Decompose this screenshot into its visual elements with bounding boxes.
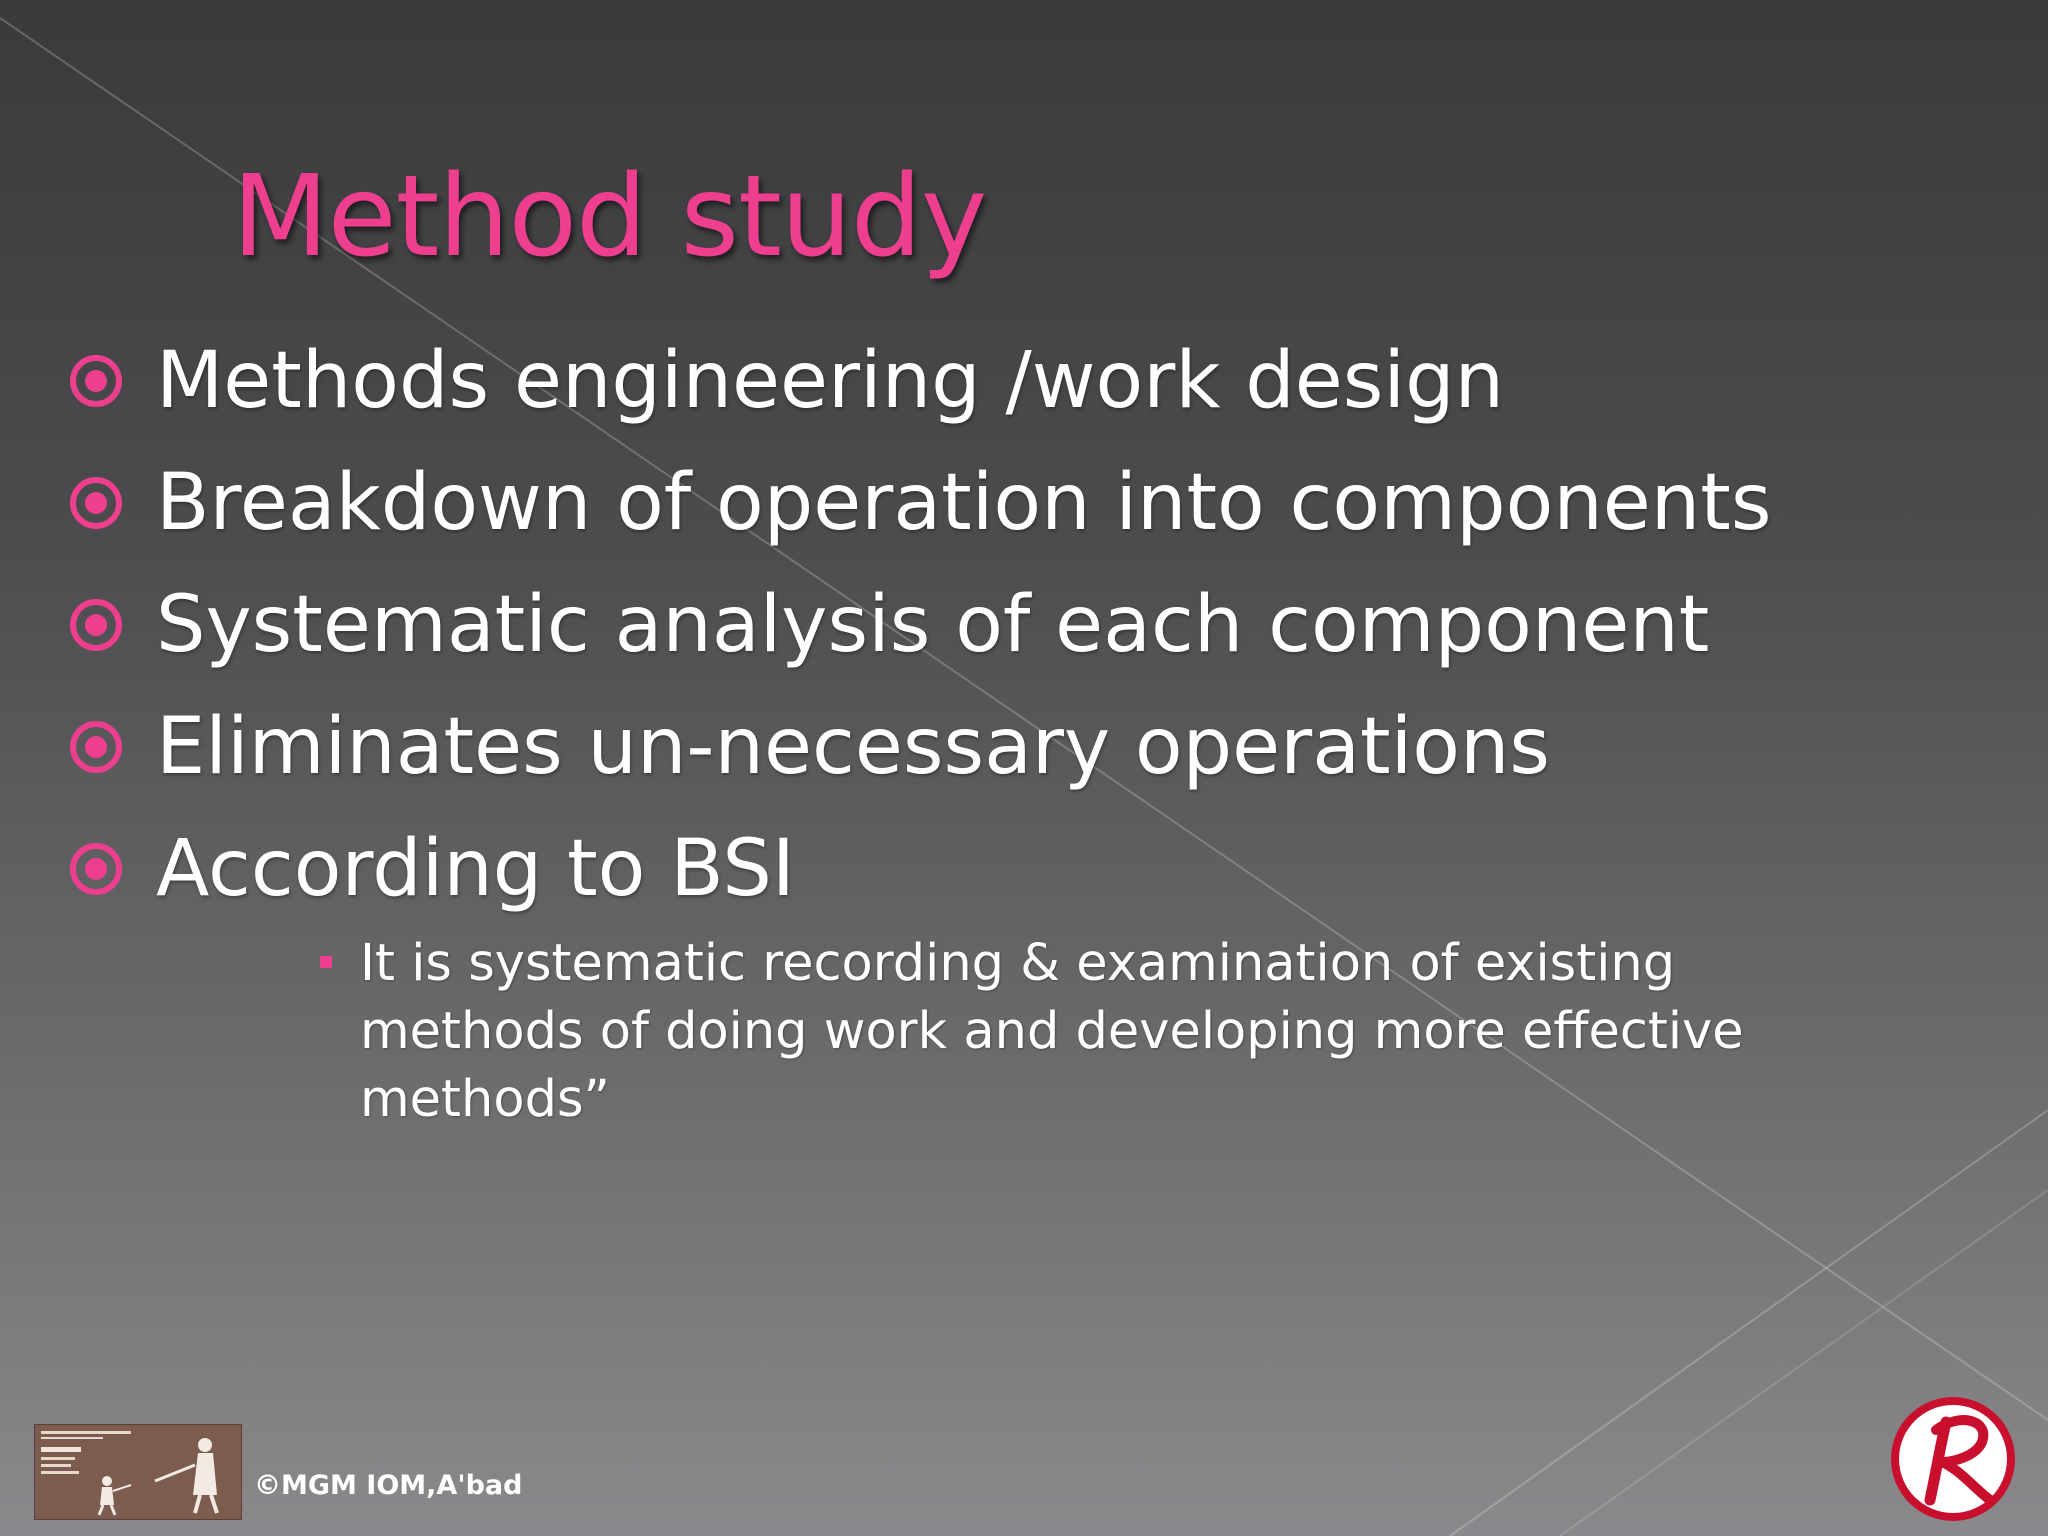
sub-bullet-item xyxy=(320,930,1910,1134)
bullet-list xyxy=(70,320,2010,930)
bullet-item xyxy=(70,808,2010,930)
bullet-text: Eliminates un-necessary operations xyxy=(156,702,1551,792)
circle-target-icon xyxy=(70,355,122,407)
circle-target-icon xyxy=(70,843,122,895)
bullet-item xyxy=(70,564,2010,686)
sub-bullet-text: It is systematic recording & examination of existing methods of doing work and developing more effective methods” xyxy=(360,934,1744,1129)
square-bullet-icon xyxy=(320,956,332,968)
bullet-text: Breakdown of operation into components xyxy=(156,458,1772,548)
bullet-item xyxy=(70,442,2010,564)
bullet-item xyxy=(70,686,2010,808)
r-logo-icon xyxy=(1886,1392,2020,1526)
circle-target-icon xyxy=(70,721,122,773)
copyright-text: ©MGM IOM,A'bad xyxy=(254,1470,523,1501)
circle-target-icon xyxy=(70,599,122,651)
circle-target-icon xyxy=(70,477,122,529)
bullet-text: Methods engineering /work design xyxy=(156,336,1505,426)
institute-logo-image xyxy=(34,1424,242,1520)
slide-title: Method study xyxy=(232,152,987,282)
bullet-text: According to BSI xyxy=(156,824,795,914)
bullet-text: Systematic analysis of each component xyxy=(156,580,1710,670)
bullet-item xyxy=(70,320,2010,442)
